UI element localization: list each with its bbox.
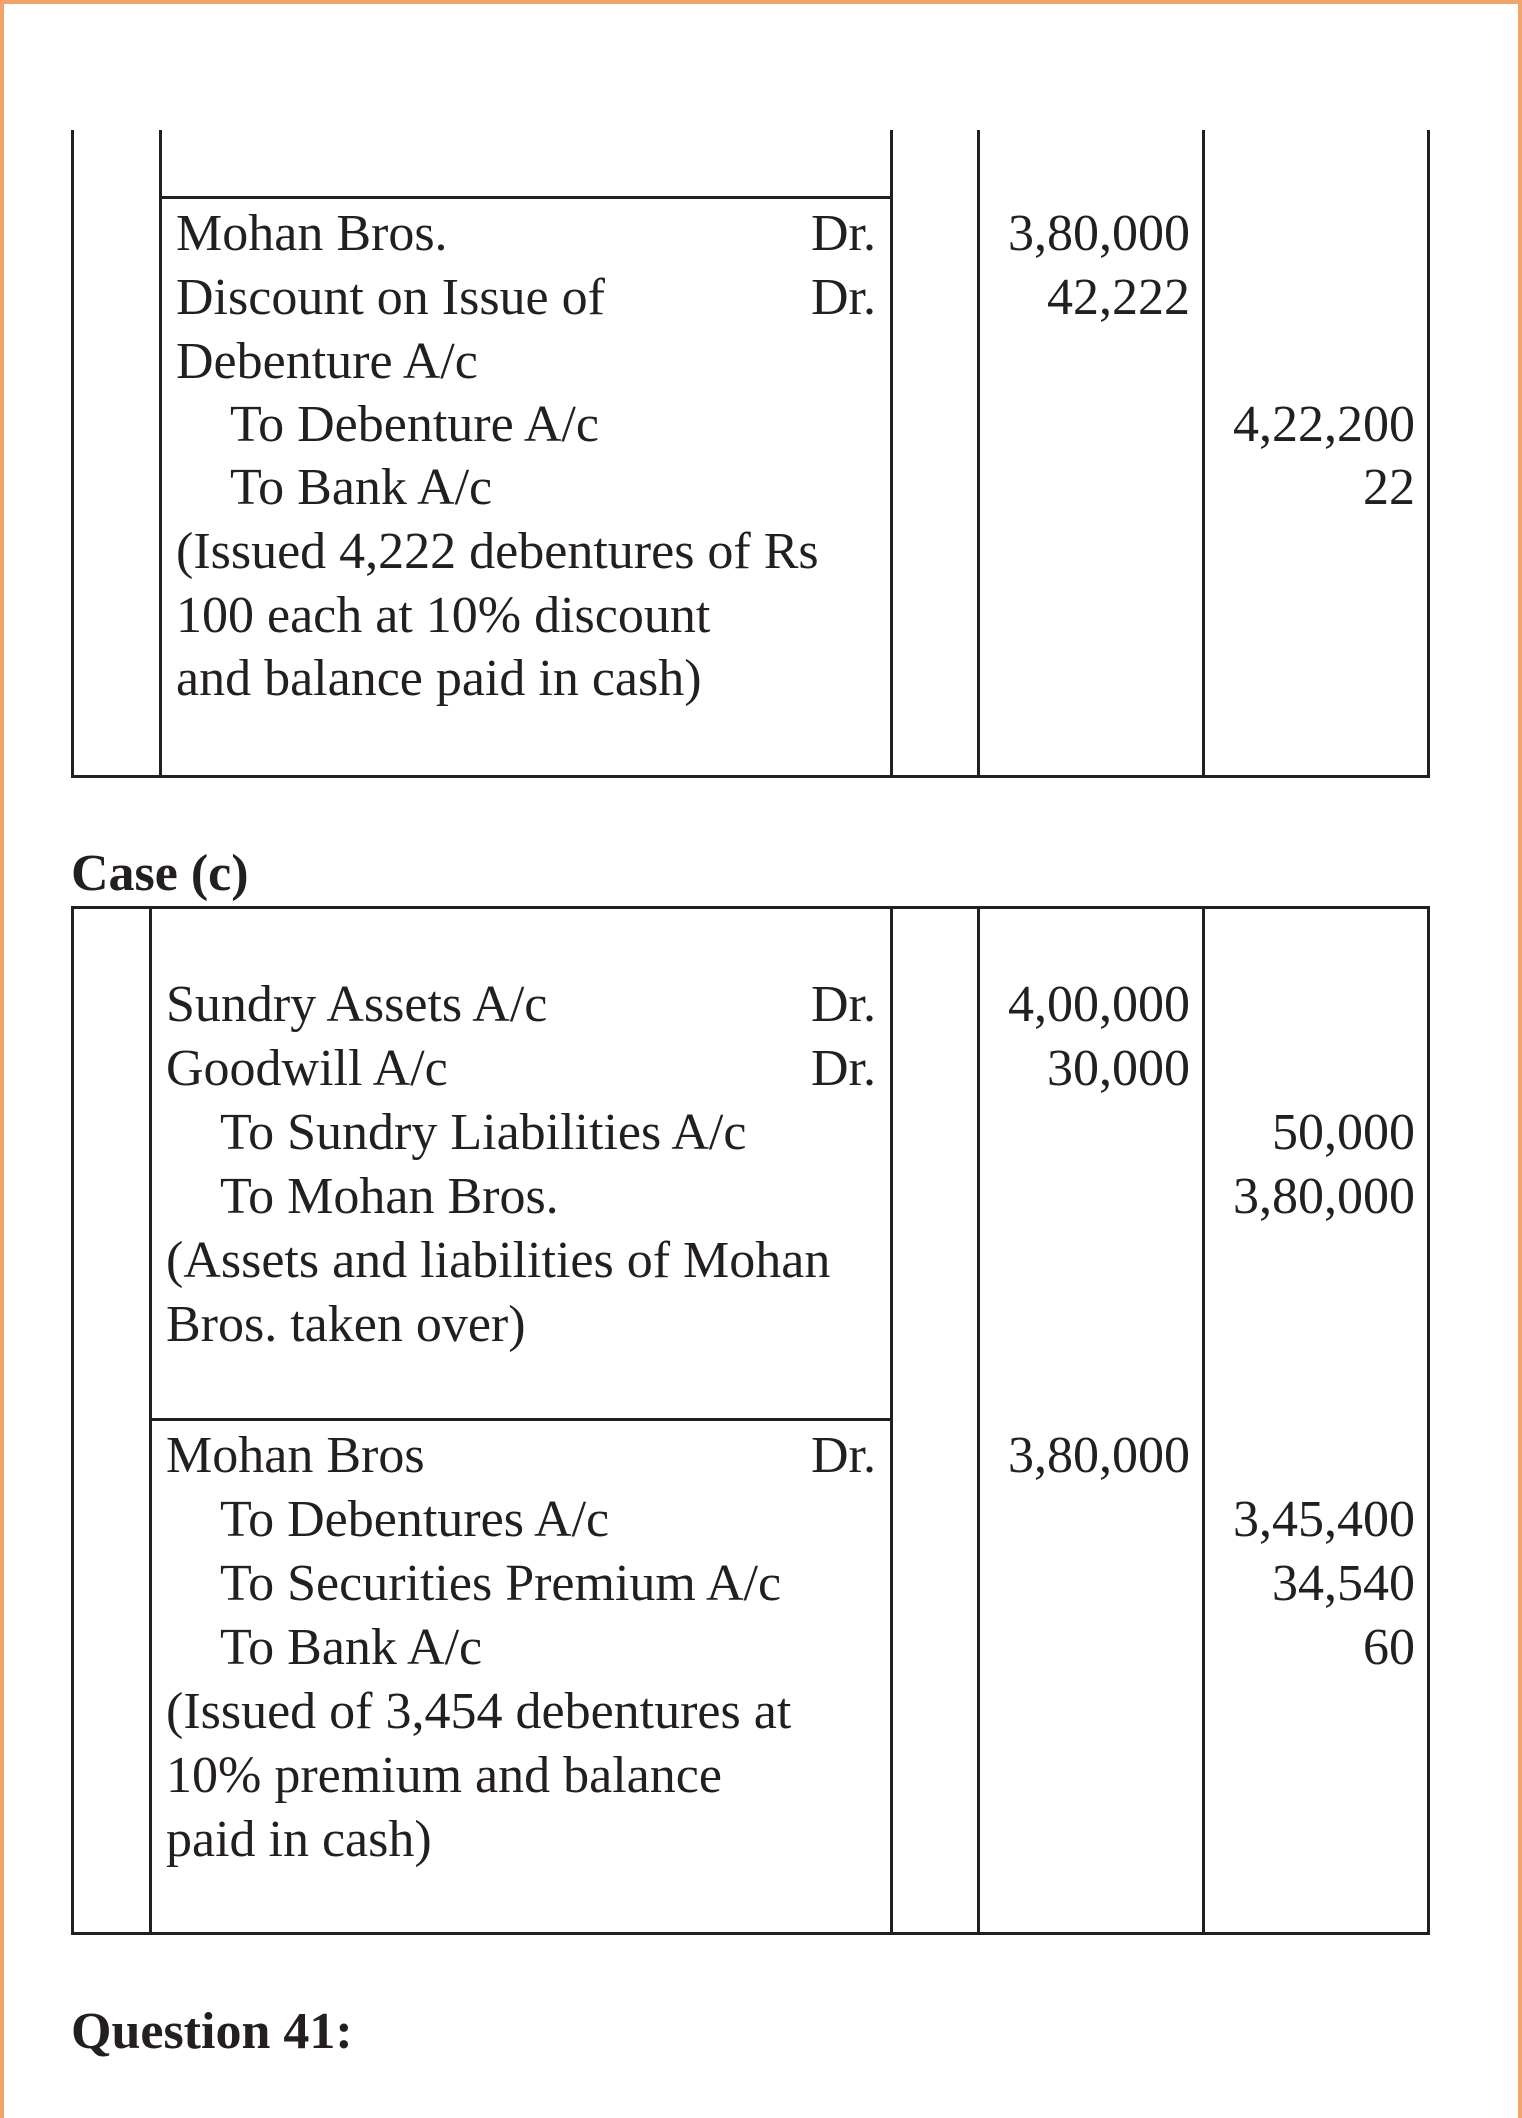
table-top-right-border: [1427, 130, 1430, 778]
table-top-entry-separator: [159, 196, 893, 199]
narration-line: (Issued of 3,454 debentures at: [166, 1683, 792, 1740]
particular-to-mohan-bros: To Mohan Bros.: [220, 1168, 559, 1225]
particular-sundry-assets: Sundry Assets A/c: [166, 976, 548, 1033]
credit-amount: 3,80,000: [1233, 1168, 1415, 1225]
particular-to-bank: To Bank A/c: [230, 459, 493, 516]
particular-debenture-ac: Debenture A/c: [176, 333, 478, 390]
credit-amount: 22: [1363, 459, 1415, 516]
debit-amount: 42,222: [1047, 269, 1190, 326]
table-top-left-border: [71, 130, 74, 778]
debit-amount: 3,80,000: [1008, 1427, 1190, 1484]
table-top-date-divider: [159, 130, 162, 778]
table-c-right-border: [1427, 906, 1430, 1935]
particular-mohan-bros: Mohan Bros.: [176, 205, 448, 262]
dr-label: Dr.: [811, 1427, 876, 1484]
credit-amount: 50,000: [1272, 1104, 1415, 1161]
table-c-entry-separator: [149, 1418, 893, 1421]
question-heading: Question 41:: [71, 2003, 353, 2060]
table-c-left-border: [71, 906, 74, 1935]
debit-amount: 4,00,000: [1008, 976, 1190, 1033]
particular-mohan-bros: Mohan Bros: [166, 1427, 425, 1484]
debit-amount: 30,000: [1047, 1040, 1190, 1097]
narration-line: (Issued 4,222 debentures of Rs: [176, 523, 819, 580]
particular-discount-on-issue: Discount on Issue of: [176, 269, 605, 326]
table-top-bottom-border: [71, 775, 1430, 778]
particular-to-securities-premium: To Securities Premium A/c: [220, 1555, 782, 1612]
particular-to-debentures: To Debentures A/c: [220, 1491, 610, 1548]
credit-amount: 3,45,400: [1233, 1491, 1415, 1548]
table-c-bottom-border: [71, 1932, 1430, 1935]
debit-amount: 3,80,000: [1008, 205, 1190, 262]
credit-amount: 34,540: [1272, 1555, 1415, 1612]
table-c-top-border: [71, 906, 1430, 909]
particular-to-bank: To Bank A/c: [220, 1619, 483, 1676]
particular-to-sundry-liabilities: To Sundry Liabilities A/c: [220, 1104, 747, 1161]
dr-label: Dr.: [811, 205, 876, 262]
credit-amount: 60: [1363, 1619, 1415, 1676]
case-c-heading: Case (c): [71, 845, 249, 902]
dr-label: Dr.: [811, 1040, 876, 1097]
credit-amount: 4,22,200: [1233, 396, 1415, 453]
narration-line: Bros. taken over): [166, 1296, 526, 1353]
narration-line: 100 each at 10% discount: [176, 587, 711, 644]
table-top-lf-divider: [890, 130, 893, 778]
dr-label: Dr.: [811, 976, 876, 1033]
narration-line: 10% premium and balance: [166, 1747, 722, 1804]
table-c-credit-divider: [1202, 906, 1205, 1935]
narration-line: and balance paid in cash): [176, 650, 702, 707]
narration-line: (Assets and liabilities of Mohan: [166, 1232, 831, 1289]
dr-label: Dr.: [811, 269, 876, 326]
particular-to-debenture: To Debenture A/c: [230, 396, 599, 453]
narration-line: paid in cash): [166, 1811, 432, 1868]
particular-goodwill: Goodwill A/c: [166, 1040, 448, 1097]
